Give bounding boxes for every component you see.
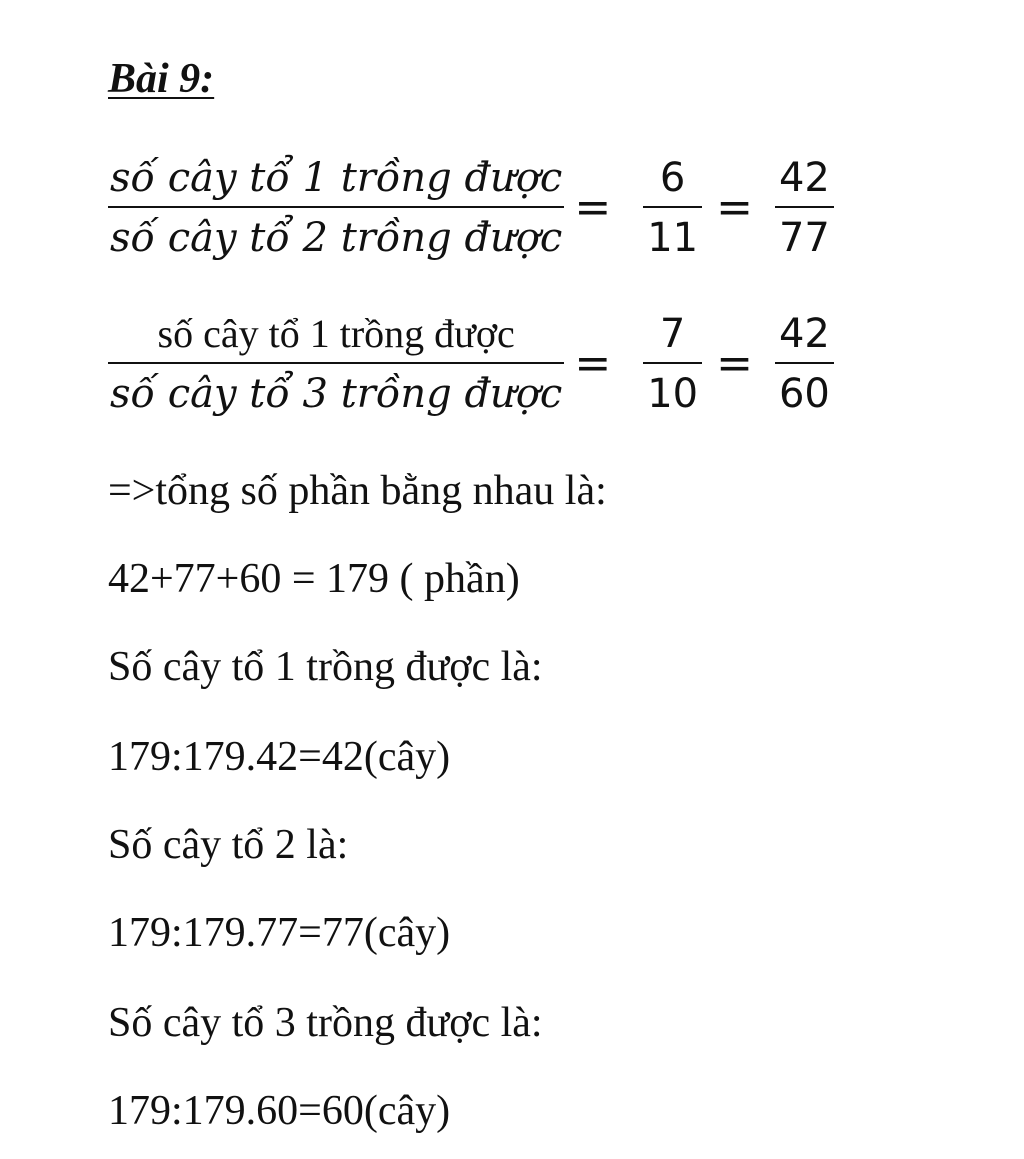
solution-line-team3-calc: 179:179.60=60(cây)	[108, 1088, 451, 1134]
equals-sign: =	[574, 338, 612, 389]
solution-line-team2-calc: 179:179.77=77(cây)	[108, 910, 451, 956]
fraction-numerator: số cây tổ 1 trồng được	[157, 311, 515, 356]
fraction-denominator: 77	[778, 215, 830, 261]
fraction-denominator: số cây tổ 2 trồng được	[110, 215, 563, 261]
solution-line-team1-calc: 179:179.42=42(cây)	[108, 734, 451, 780]
fraction-bar	[775, 362, 834, 364]
text-fraction-2	[108, 311, 564, 417]
fraction-denominator: số cây tổ 3 trồng được	[110, 371, 563, 417]
equals-sign: =	[574, 182, 612, 233]
solution-line-team3-label: Số cây tổ 3 trồng được là:	[108, 1000, 543, 1046]
solution-line-total-parts-calc: 42+77+60 = 179 ( phần)	[108, 556, 520, 602]
fraction-numerator: 42	[778, 155, 830, 201]
fraction-denominator: 11	[647, 215, 699, 261]
fraction-numerator: 6	[659, 155, 686, 201]
fraction-numerator: 7	[659, 311, 686, 357]
solution-line-team1-label: Số cây tổ 1 trồng được là:	[108, 644, 543, 690]
fraction-denominator: 60	[778, 371, 830, 417]
equals-sign: =	[716, 182, 753, 233]
solution-line-team2-label: Số cây tổ 2 là:	[108, 822, 349, 868]
fraction-bar	[108, 206, 564, 208]
fraction-denominator: 10	[647, 371, 699, 417]
ratio-equation-2	[108, 308, 834, 420]
number-fraction-7-10	[643, 311, 702, 417]
exercise-title: Bài 9:	[108, 56, 215, 102]
fraction-bar	[775, 206, 834, 208]
fraction-bar	[108, 362, 564, 364]
equals-sign: =	[716, 338, 753, 389]
fraction-bar	[643, 362, 702, 364]
ratio-equation-1	[108, 152, 834, 264]
fraction-numerator: số cây tổ 1 trồng được	[110, 155, 563, 201]
fraction-numerator: 42	[778, 311, 830, 357]
number-fraction-6-11	[643, 155, 702, 261]
fraction-bar	[643, 206, 702, 208]
text-fraction-1	[108, 155, 564, 261]
solution-line-total-parts-label: =>tổng số phần bằng nhau là:	[108, 468, 607, 514]
number-fraction-42-60	[775, 311, 834, 417]
number-fraction-42-77	[775, 155, 834, 261]
